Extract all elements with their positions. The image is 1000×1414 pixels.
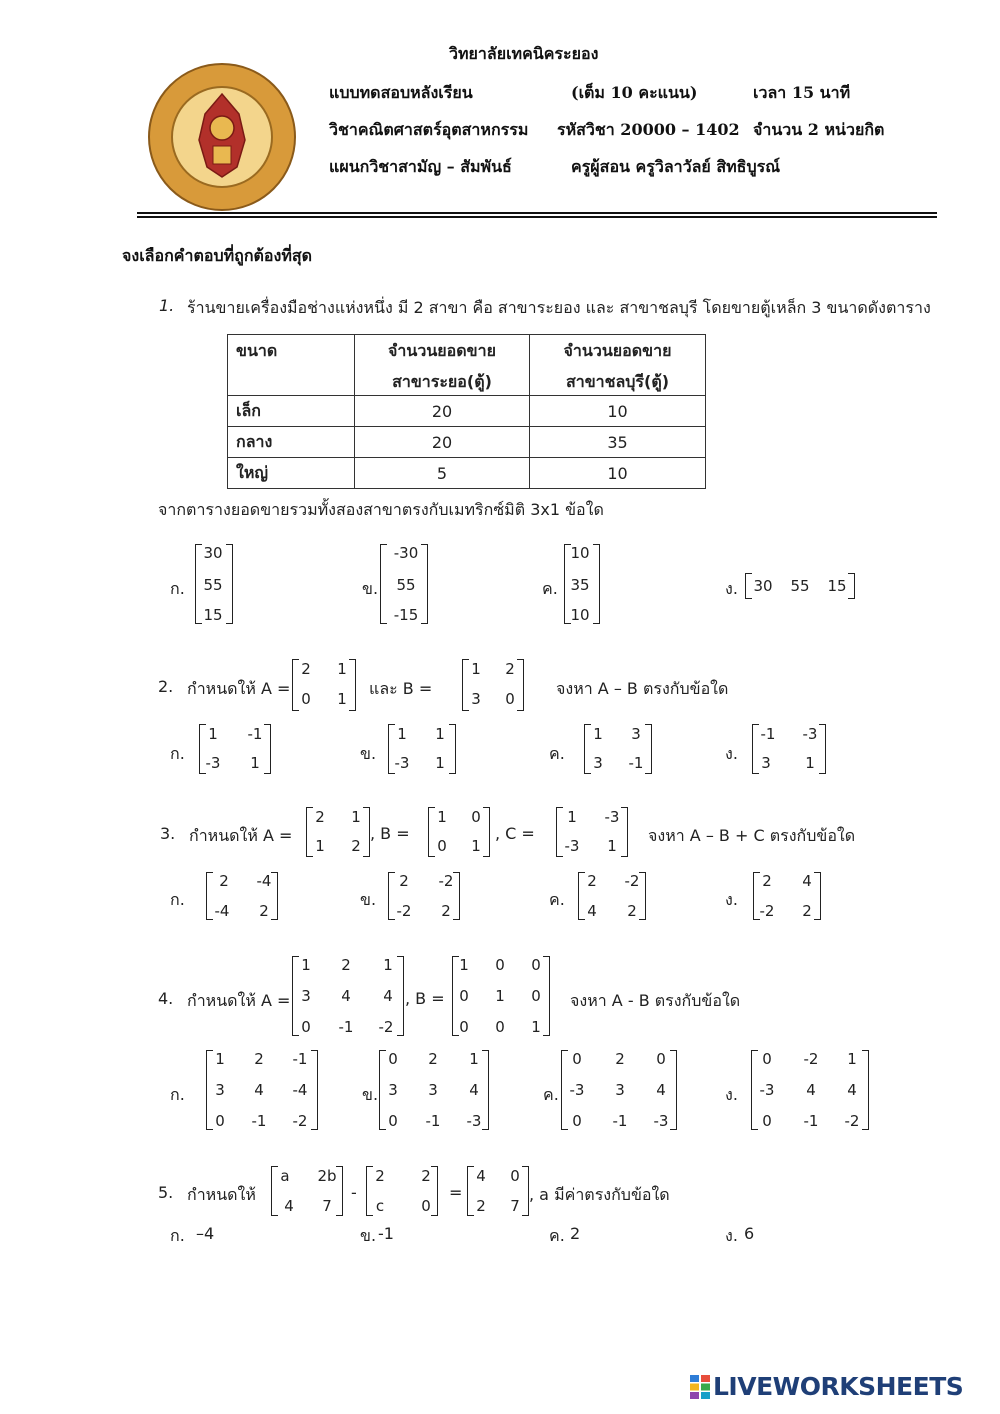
- q4-b: , B =: [405, 989, 445, 1008]
- choice-matrix[interactable]: 1 1 -3 1: [388, 724, 456, 774]
- choice-label: ก.: [170, 744, 185, 763]
- time-limit: เวลา 15 นาที: [753, 83, 851, 102]
- choice-value[interactable]: –4: [196, 1224, 215, 1243]
- q2-text: กำหนดให้ A =: [187, 679, 291, 698]
- choice-matrix[interactable]: -1 -3 3 1: [752, 724, 826, 774]
- choice-label: ก.: [170, 1226, 185, 1245]
- choice-matrix[interactable]: 30 55 15: [745, 573, 855, 599]
- choice-label: ข.: [360, 1226, 377, 1245]
- choice-matrix[interactable]: 1 -1 -3 1: [199, 724, 271, 774]
- q3-find: จงหา A – B + C ตรงกับข้อใด: [648, 826, 856, 845]
- table-cell: 10: [530, 458, 706, 489]
- table-header: จำนวนยอดขาย สาขาระยอ(ตู้): [355, 335, 530, 396]
- choice-label: ข.: [360, 744, 377, 763]
- table-cell: กลาง: [228, 427, 355, 458]
- choice-matrix[interactable]: 2 -2 4 2: [578, 872, 646, 920]
- test-type: แบบทดสอบหลังเรียน: [329, 83, 473, 102]
- q4-matrix-a: 1 2 1 3 4 4 0 -1 -2: [292, 956, 404, 1036]
- table-header: ขนาด: [228, 335, 355, 396]
- choice-label: ค.: [549, 744, 565, 763]
- instruction: จงเลือกคำตอบที่ถูกต้องที่สุด: [122, 246, 313, 265]
- choice-matrix[interactable]: -30 55 -15: [380, 544, 428, 624]
- q3-matrix-a: 2 1 1 2: [306, 807, 370, 857]
- choice-label: ก.: [170, 1085, 185, 1104]
- q4-number: 4.: [158, 989, 174, 1008]
- table-cell: 5: [355, 458, 530, 489]
- choice-value[interactable]: 2: [570, 1224, 581, 1243]
- table-cell: 35: [530, 427, 706, 458]
- choice-label: ง.: [725, 1085, 738, 1104]
- choice-label: ค.: [543, 1085, 559, 1104]
- choice-label: ค.: [542, 579, 558, 598]
- choice-matrix[interactable]: 2 -2 -2 2: [388, 872, 460, 920]
- q5-minus: -: [351, 1183, 357, 1202]
- header-divider-bottom: [137, 216, 937, 218]
- choice-matrix[interactable]: 0 2 1 3 3 4 0 -1 -3: [379, 1050, 489, 1130]
- q4-text: กำหนดให้ A =: [187, 991, 291, 1010]
- choice-matrix[interactable]: 30 55 15: [195, 544, 233, 624]
- liveworksheets-logo-icon: [690, 1375, 710, 1399]
- q1-question: จากตารางยอดขายรวมทั้งสองสาขาตรงกับเมทริกซ์มิติ 3x1 ข้อใด: [158, 500, 604, 519]
- teacher: ครูผู้สอน ครูวิลาวัลย์ สิทธิบูรณ์: [571, 157, 781, 176]
- choice-label: ค.: [549, 1226, 565, 1245]
- table-header-row: [228, 335, 706, 396]
- department: แผนกวิชาสามัญ – สัมพันธ์: [329, 157, 512, 176]
- choice-label: ก.: [170, 890, 185, 909]
- choice-label: ง.: [725, 744, 738, 763]
- q5-matrix-1: a 2b 4 7: [271, 1166, 343, 1216]
- choice-matrix[interactable]: 10 35 10: [564, 544, 600, 624]
- subject-name: วิชาคณิตศาสตร์อุตสาหกรรม: [329, 120, 529, 139]
- choice-label: ข.: [360, 890, 377, 909]
- choice-value[interactable]: 6: [744, 1224, 755, 1243]
- q3-number: 3.: [160, 824, 176, 843]
- choice-label: ง.: [725, 890, 738, 909]
- q3-matrix-b: 1 0 0 1: [428, 807, 490, 857]
- college-name: วิทยาลัยเทคนิคระยอง: [449, 44, 599, 63]
- choice-matrix[interactable]: 0 2 0 -3 3 4 0 -1 -3: [561, 1050, 677, 1130]
- q4-matrix-b: 1 0 0 0 1 0 0 0 1: [452, 956, 550, 1036]
- q2-number: 2.: [158, 677, 174, 696]
- q1-number: 1.: [159, 296, 175, 315]
- choice-label: ข.: [362, 1085, 379, 1104]
- choice-label: ง.: [725, 579, 738, 598]
- sales-table: [227, 334, 706, 489]
- college-logo: [147, 62, 297, 212]
- q2-find: จงหา A – B ตรงกับข้อใด: [556, 679, 729, 698]
- q1-text: ร้านขายเครื่องมือช่างแห่งหนึ่ง มี 2 สาขา คือ สาขาระยอง และ สาขาชลบุรี โดยขายตู้เหล็ก 3 ขนาดดังตาราง: [187, 298, 931, 317]
- table-cell: 10: [530, 396, 706, 427]
- q3-c: , C =: [495, 824, 535, 843]
- q5-matrix-3: 4 0 2 7: [467, 1166, 529, 1216]
- table-row: [228, 427, 706, 458]
- table-header: จำนวนยอดขาย สาขาชลบุรี(ตู้): [530, 335, 706, 396]
- table-row: [228, 396, 706, 427]
- choice-value[interactable]: -1: [378, 1224, 394, 1243]
- q3-b: , B =: [370, 824, 410, 843]
- header-divider-top: [137, 212, 937, 214]
- q5-find: , a มีค่าตรงกับข้อใด: [529, 1185, 670, 1204]
- choice-matrix[interactable]: 1 3 3 -1: [584, 724, 652, 774]
- q5-matrix-2: 2 2 c 0: [366, 1166, 438, 1216]
- table-cell: ใหญ่: [228, 458, 355, 489]
- table-cell: 20: [355, 396, 530, 427]
- q3-text: กำหนดให้ A =: [189, 826, 293, 845]
- table-cell: 20: [355, 427, 530, 458]
- full-score: (เต็ม 10 คะแนน): [571, 83, 698, 102]
- choice-matrix[interactable]: 2 -4 -4 2: [206, 872, 278, 920]
- choice-label: ข.: [362, 579, 379, 598]
- choice-label: ง.: [725, 1226, 738, 1245]
- q2-matrix-b: 1 2 3 0: [462, 659, 524, 711]
- q2-and: และ B =: [369, 679, 433, 698]
- q5-equals: =: [449, 1183, 463, 1202]
- q5-text: กำหนดให้: [187, 1185, 256, 1204]
- choice-matrix[interactable]: 0 -2 1 -3 4 4 0 -1 -2: [751, 1050, 869, 1130]
- liveworksheets-brand[interactable]: LIVEWORKSHEETS: [713, 1372, 964, 1401]
- choice-matrix[interactable]: 1 2 -1 3 4 -4 0 -1 -2: [206, 1050, 318, 1130]
- table-cell: เล็ก: [228, 396, 355, 427]
- choice-matrix[interactable]: 2 4 -2 2: [753, 872, 821, 920]
- q2-matrix-a: 2 1 0 1: [292, 659, 356, 711]
- table-row: [228, 458, 706, 489]
- q3-matrix-c: 1 -3 -3 1: [556, 807, 628, 857]
- choice-label: ค.: [549, 890, 565, 909]
- course-code: รหัสวิชา 20000 – 1402: [557, 120, 740, 139]
- q4-find: จงหา A - B ตรงกับข้อใด: [570, 991, 741, 1010]
- choice-label: ก.: [170, 579, 185, 598]
- credits: จำนวน 2 หน่วยกิต: [753, 120, 885, 139]
- q5-number: 5.: [158, 1183, 174, 1202]
